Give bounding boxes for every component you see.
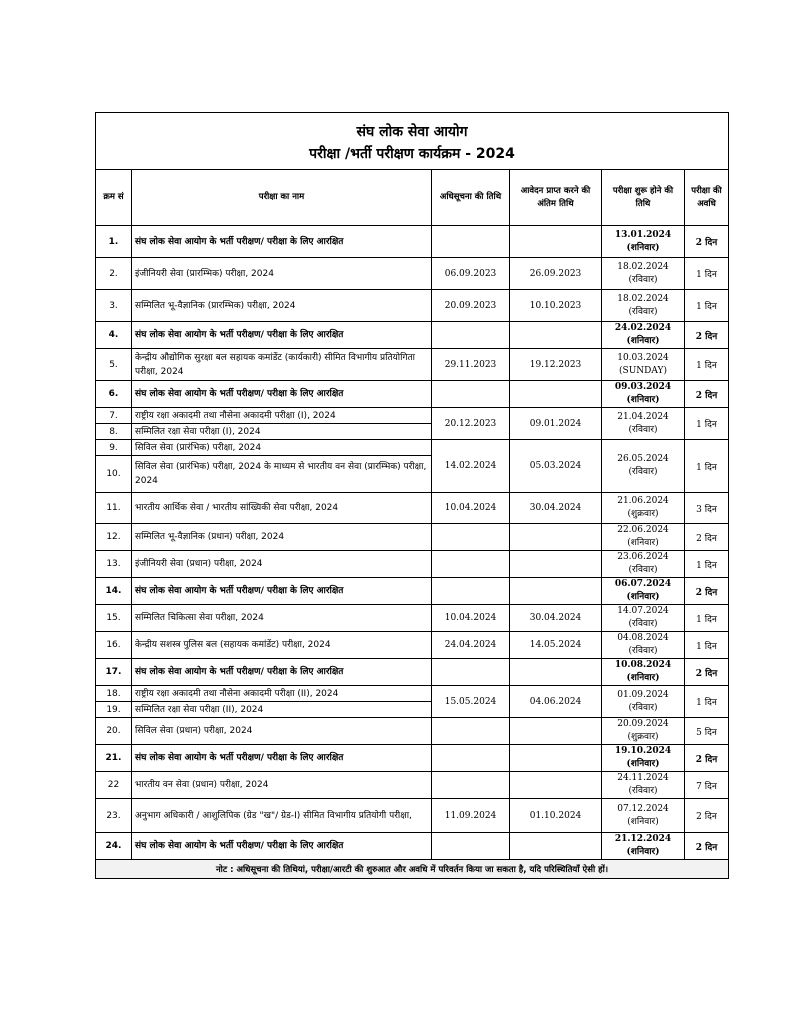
table-row [96, 493, 729, 524]
table-row [96, 551, 729, 578]
exam-duration: 2 दिन [685, 226, 729, 258]
row-number: 5. [96, 349, 132, 381]
title-cell [96, 113, 729, 170]
page-subtitle: परीक्षा /भर्ती परीक्षण कार्यक्रम - 2024 [309, 146, 515, 162]
notification-date: 24.04.2024 [432, 632, 510, 659]
exam-name: सम्मिलित भू-वैज्ञानिक (प्रधान) परीक्षा, 2024 [132, 524, 432, 551]
start-date-value: 13.01.2024 [614, 229, 672, 240]
row-number: 1. [96, 226, 132, 258]
start-day-value: (रविवार) [628, 646, 658, 656]
notification-date: 20.12.2023 [432, 408, 510, 440]
notification-date [432, 745, 510, 772]
exam-duration: 5 दिन [685, 718, 729, 745]
start-day-value: (शनिवार) [627, 538, 659, 548]
notification-date [432, 659, 510, 686]
last-date: 30.04.2024 [510, 493, 602, 524]
start-date-value: 18.02.2024 [617, 261, 669, 272]
notification-date: 14.02.2024 [432, 440, 510, 493]
table-row [96, 440, 729, 456]
start-day-value: (रविवार) [628, 619, 658, 629]
exam-name: सम्मिलित भू-वैज्ञानिक (प्रारम्भिक) परीक्षा, 2024 [132, 290, 432, 322]
row-number: 14. [96, 578, 132, 605]
start-day-value: (शनिवार) [626, 759, 660, 769]
last-date [510, 551, 602, 578]
start-day-value: (शनिवार) [626, 336, 660, 346]
exam-start-date [602, 605, 685, 632]
start-date-value: 01.09.2024 [617, 689, 669, 700]
table-row [96, 322, 729, 349]
last-date: 10.10.2023 [510, 290, 602, 322]
table-row [96, 718, 729, 745]
last-date [510, 322, 602, 349]
start-date-value: 18.02.2024 [617, 293, 669, 304]
row-number: 23. [96, 799, 132, 833]
row-number: 22 [96, 772, 132, 799]
start-date-value: 22.06.2024 [617, 525, 669, 535]
exam-name: सिविल सेवा (प्रारंभिक) परीक्षा, 2024 के माध्यम से भारतीय वन सेवा (प्रारम्भिक) परीक्षा, 2024 [132, 456, 432, 493]
notification-date: 15.05.2024 [432, 686, 510, 718]
last-date: 30.04.2024 [510, 605, 602, 632]
last-date: 04.06.2024 [510, 686, 602, 718]
row-number: 11. [96, 493, 132, 524]
exam-name: सम्मिलित चिकित्सा सेवा परीक्षा, 2024 [132, 605, 432, 632]
start-date-value: 26.05.2024 [617, 454, 669, 464]
start-day-value: (शनिवार) [626, 847, 660, 857]
last-date: 19.12.2023 [510, 349, 602, 381]
start-date-value: 21.04.2024 [617, 411, 669, 422]
start-date-value: 06.07.2024 [614, 579, 672, 589]
header-notification-date: अधिसूचना की तिथि [432, 170, 510, 226]
notification-date [432, 578, 510, 605]
start-day-value: (रविवार) [628, 424, 658, 435]
table-row [96, 290, 729, 322]
exam-start-date [602, 578, 685, 605]
start-day-value: (शनिवार) [626, 242, 660, 253]
last-date [510, 226, 602, 258]
start-day-value: (शुक्रवार) [627, 509, 659, 519]
row-number: 17. [96, 659, 132, 686]
exam-name: संघ लोक सेवा आयोग के भर्ती परीक्षण/ परीक्षा के लिए आरक्षित [132, 659, 432, 686]
exam-start-date [602, 686, 685, 718]
row-number: 20. [96, 718, 132, 745]
table-row [96, 632, 729, 659]
exam-start-date [602, 258, 685, 290]
last-date [510, 524, 602, 551]
start-day-value: (शनिवार) [626, 592, 660, 602]
exam-name: केन्द्रीय औद्योगिक सुरक्षा बल सहायक कमांडेंट (कार्यकारी) सीमित विभागीय प्रतियोगिता परीक्षा, 2024 [132, 349, 432, 381]
last-date [510, 578, 602, 605]
header-duration: परीक्षा की अवधि [685, 170, 729, 226]
row-number: 16. [96, 632, 132, 659]
row-number: 24. [96, 833, 132, 860]
exam-name: संघ लोक सेवा आयोग के भर्ती परीक्षण/ परीक्षा के लिए आरक्षित [132, 745, 432, 772]
exam-duration: 2 दिन [685, 524, 729, 551]
exam-duration: 2 दिन [685, 578, 729, 605]
start-day-value: (रविवार) [628, 702, 658, 713]
header-sno: क्रम सं [96, 170, 132, 226]
row-number: 8. [96, 424, 132, 440]
exam-duration: 3 दिन [685, 493, 729, 524]
last-date [510, 381, 602, 408]
table-row [96, 349, 729, 381]
exam-duration: 2 दिन [685, 745, 729, 772]
table-row [96, 381, 729, 408]
table-row [96, 258, 729, 290]
exam-name: राष्ट्रीय रक्षा अकादमी तथा नौसेना अकादमी परीक्षा (II), 2024 [132, 686, 432, 702]
exam-start-date [602, 659, 685, 686]
exam-start-date [602, 745, 685, 772]
notification-date [432, 524, 510, 551]
start-date-value: 24.11.2024 [617, 773, 669, 783]
exam-name: संघ लोक सेवा आयोग के भर्ती परीक्षण/ परीक्षा के लिए आरक्षित [132, 322, 432, 349]
table-row [96, 578, 729, 605]
exam-start-date [602, 524, 685, 551]
table-row [96, 799, 729, 833]
last-date: 14.05.2024 [510, 632, 602, 659]
exam-name: केन्द्रीय सशस्त्र पुलिस बल (सहायक कमांडेंट) परीक्षा, 2024 [132, 632, 432, 659]
exam-duration: 2 दिन [685, 381, 729, 408]
exam-duration: 1 दिन [685, 408, 729, 440]
exam-start-date [602, 799, 685, 833]
start-date-value: 24.02.2024 [614, 323, 672, 333]
exam-schedule-table [95, 112, 729, 879]
notification-date [432, 718, 510, 745]
last-date [510, 833, 602, 860]
start-date-value: 04.08.2024 [617, 633, 669, 643]
note-row [96, 860, 729, 879]
start-day-value: (रविवार) [628, 306, 658, 317]
exam-name: संघ लोक सेवा आयोग के भर्ती परीक्षण/ परीक्षा के लिए आरक्षित [132, 833, 432, 860]
start-day-value: (शनिवार) [627, 816, 659, 827]
notification-date [432, 551, 510, 578]
header-name: परीक्षा का नाम [132, 170, 432, 226]
row-number: 3. [96, 290, 132, 322]
start-date-value: 21.12.2024 [614, 834, 672, 844]
row-number: 21. [96, 745, 132, 772]
exam-duration: 7 दिन [685, 772, 729, 799]
exam-duration: 1 दिन [685, 551, 729, 578]
exam-start-date [602, 322, 685, 349]
notification-date: 06.09.2023 [432, 258, 510, 290]
row-number: 13. [96, 551, 132, 578]
last-date [510, 718, 602, 745]
row-number: 15. [96, 605, 132, 632]
exam-start-date [602, 632, 685, 659]
header-last-date: आवेदन प्राप्त करने की अंतिम तिथि [510, 170, 602, 226]
exam-duration: 1 दिन [685, 258, 729, 290]
exam-start-date [602, 408, 685, 440]
start-day-value: (रविवार) [628, 274, 658, 285]
exam-name: सिविल सेवा (प्रारंभिक) परीक्षा, 2024 [132, 440, 432, 456]
row-number: 18. [96, 686, 132, 702]
notification-date: 10.04.2024 [432, 605, 510, 632]
exam-duration: 2 दिन [685, 833, 729, 860]
exam-duration: 2 दिन [685, 799, 729, 833]
exam-name: इंजीनियरी सेवा (प्रारम्भिक) परीक्षा, 2024 [132, 258, 432, 290]
table-row [96, 772, 729, 799]
exam-duration: 1 दिन [685, 686, 729, 718]
exam-duration: 2 दिन [685, 659, 729, 686]
exam-duration: 1 दिन [685, 290, 729, 322]
last-date: 05.03.2024 [510, 440, 602, 493]
start-date-value: 09.03.2024 [614, 382, 672, 392]
notification-date: 29.11.2023 [432, 349, 510, 381]
notification-date [432, 772, 510, 799]
exam-name: संघ लोक सेवा आयोग के भर्ती परीक्षण/ परीक्षा के लिए आरक्षित [132, 226, 432, 258]
exam-name: सम्मिलित रक्षा सेवा परीक्षा (II), 2024 [132, 702, 432, 718]
table-row [96, 408, 729, 424]
start-date-value: 23.06.2024 [617, 552, 669, 562]
exam-start-date [602, 226, 685, 258]
table-row [96, 524, 729, 551]
exam-name: संघ लोक सेवा आयोग के भर्ती परीक्षण/ परीक्षा के लिए आरक्षित [132, 381, 432, 408]
exam-start-date [602, 551, 685, 578]
start-date-value: 07.12.2024 [617, 803, 669, 814]
title-row [96, 113, 729, 170]
start-day-value: (शनिवार) [626, 673, 660, 683]
row-number: 6. [96, 381, 132, 408]
table-row [96, 745, 729, 772]
last-date: 26.09.2023 [510, 258, 602, 290]
start-date-value: 10.03.2024 [617, 352, 669, 363]
exam-start-date [602, 493, 685, 524]
exam-start-date [602, 833, 685, 860]
notification-date [432, 833, 510, 860]
table-row [96, 686, 729, 702]
exam-name: अनुभाग अधिकारी / आशुलिपिक (ग्रेड "ख"/ ग्रेड-I) सीमित विभागीय प्रतियोगी परीक्षा, [132, 799, 432, 833]
exam-start-date [602, 349, 685, 381]
exam-duration: 1 दिन [685, 440, 729, 493]
exam-start-date [602, 440, 685, 493]
header-row [96, 170, 729, 226]
notification-date [432, 381, 510, 408]
exam-duration: 1 दिन [685, 349, 729, 381]
start-day-value: (शनिवार) [626, 395, 660, 405]
last-date: 09.01.2024 [510, 408, 602, 440]
start-date-value: 10.08.2024 [614, 660, 672, 670]
table-row [96, 605, 729, 632]
row-number: 19. [96, 702, 132, 718]
page-title: संघ लोक सेवा आयोग [356, 124, 468, 140]
exam-start-date [602, 772, 685, 799]
start-day-value: (रविवार) [628, 467, 658, 477]
exam-name: सिविल सेवा (प्रधान) परीक्षा, 2024 [132, 718, 432, 745]
row-number: 10. [96, 456, 132, 493]
notification-date: 11.09.2024 [432, 799, 510, 833]
exam-start-date [602, 290, 685, 322]
start-date-value: 21.06.2024 [617, 496, 669, 506]
start-day-value: (शुक्रवार) [627, 732, 659, 742]
exam-duration: 1 दिन [685, 605, 729, 632]
table-row [96, 833, 729, 860]
exam-name: राष्ट्रीय रक्षा अकादमी तथा नौसेना अकादमी परीक्षा (I), 2024 [132, 408, 432, 424]
row-number: 12. [96, 524, 132, 551]
row-number: 2. [96, 258, 132, 290]
table-row [96, 659, 729, 686]
start-day-value: (रविवार) [628, 786, 658, 796]
schedule-document [95, 112, 728, 879]
last-date [510, 772, 602, 799]
exam-name: इंजीनियरी सेवा (प्रधान) परीक्षा, 2024 [132, 551, 432, 578]
start-day-value: (रविवार) [628, 565, 658, 575]
exam-duration: 2 दिन [685, 322, 729, 349]
table-row [96, 226, 729, 258]
notification-date [432, 226, 510, 258]
start-day-value: (SUNDAY) [619, 365, 667, 376]
row-number: 4. [96, 322, 132, 349]
start-date-value: 14.07.2024 [617, 606, 669, 616]
row-number: 9. [96, 440, 132, 456]
exam-name: भारतीय वन सेवा (प्रधान) परीक्षा, 2024 [132, 772, 432, 799]
exam-start-date [602, 718, 685, 745]
row-number: 7. [96, 408, 132, 424]
exam-start-date [602, 381, 685, 408]
last-date [510, 745, 602, 772]
last-date [510, 659, 602, 686]
note-text: नोट : अधिसूचना की तिथियां, परीक्षा/आरटी की शुरुआत और अवधि में परिवर्तन किया जा सकता है, यदि परिस्थितियाँ ऐसी हों। [96, 860, 729, 879]
start-date-value: 20.09.2024 [617, 719, 669, 729]
exam-name: भारतीय आर्थिक सेवा / भारतीय सांख्यिकी सेवा परीक्षा, 2024 [132, 493, 432, 524]
exam-name: संघ लोक सेवा आयोग के भर्ती परीक्षण/ परीक्षा के लिए आरक्षित [132, 578, 432, 605]
notification-date: 20.09.2023 [432, 290, 510, 322]
exam-name: सम्मिलित रक्षा सेवा परीक्षा (I), 2024 [132, 424, 432, 440]
notification-date [432, 322, 510, 349]
exam-duration: 1 दिन [685, 632, 729, 659]
header-start-date: परीक्षा शुरू होने की तिथि [602, 170, 685, 226]
start-date-value: 19.10.2024 [614, 746, 672, 756]
notification-date: 10.04.2024 [432, 493, 510, 524]
last-date: 01.10.2024 [510, 799, 602, 833]
